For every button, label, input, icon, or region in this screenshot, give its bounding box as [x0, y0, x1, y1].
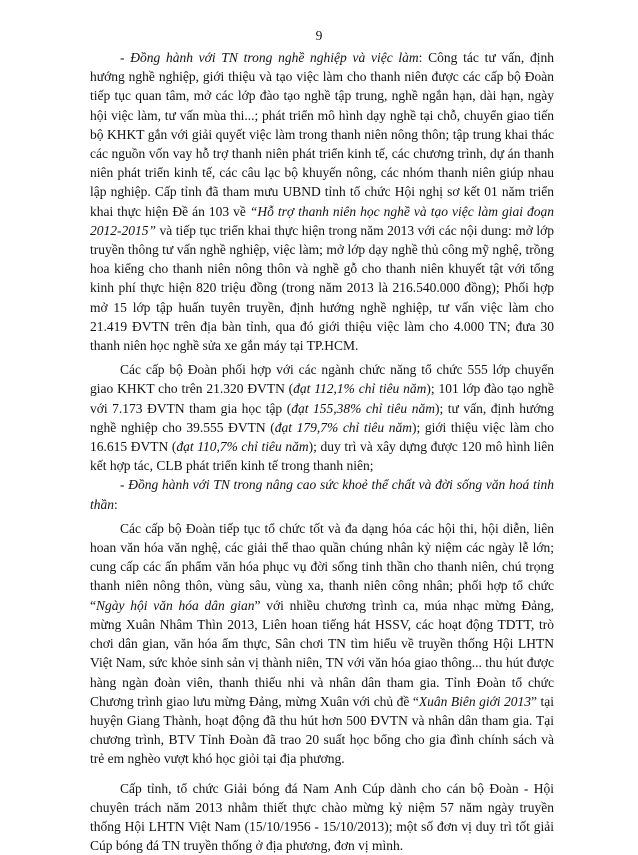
section-heading-career: - Đồng hành với TN trong nghề nghiệp và việc làm [120, 50, 419, 65]
paragraph-football-cup: Cấp tỉnh, tổ chức Giải bóng đá Nam Anh Cúp dành cho cán bộ Đoàn - Hội chuyên trách năm 2013 nhằm thiết thực chào mừng kỷ niệm 57 năm ngày truyền thống Hội LHTN Việt Nam (15/10/1956 - 15/10/2013); một số đơn vị duy trì tốt giải Cúp bóng đá TN truyền thống ở địa phương, đơn vị mình. [90, 780, 554, 854]
page-number: 9 [315, 28, 323, 43]
target-percent: đạt 155,38% chỉ tiêu năm [291, 400, 435, 416]
paragraph-cultural-activities: Các cấp bộ Đoàn tiếp tục tổ chức tốt và đa dạng hóa các hội thi, hội diễn, liên hoan văn hóa văn nghệ, các giải thể thao quần chúng nhân kỷ niệm các ngày lễ lớn; cung cấp các ấn phẩm văn hóa phục vụ đời sống tinh thần cho thanh niên, chú trọng thanh niên nông thôn, vùng sâu, vùng xa, thanh niên công nhân; phối hợp tổ chức “Ngày hội văn hóa dân gian” với nhiều chương trình ca, múa nhạc mừng Đảng, mừng Xuân Nhâm Thìn 2013, Liên hoan tiếng hát HSSV, các hoạt động TDTT, trò chơi dân gian, văn hóa ẩm thực, Sân chơi TN tìm hiểu về truyền thống Hội LHTN Việt Nam, sức khỏe sinh sản vị thành niên, TN với văn hóa giao thông... thu hút được hàng ngàn đoàn viên, thanh thiếu nhi và nhân dân tham gia. Tỉnh Đoàn tổ chức Chương trình giao lưu mừng Đảng, mừng Xuân với chủ đề “Xuân Biên giới 2013” tại huyện Giang Thành, hoạt động đã thu hút hơn 500 ĐVTN và nhân dân tham gia. Tại chương trình, BTV Tỉnh Đoàn đã trao 20 suất học bổng cho gia đình chính sách và trẻ em nghèo vượt khó học giỏi tại địa phương. [90, 520, 554, 767]
project-title: “Hỗ trợ thanh niên học nghề và tạo việc làm giai đoạn 2012-2015” [90, 203, 554, 238]
target-percent: đạt 112,1% chỉ tiêu năm [293, 381, 427, 397]
event-name: Xuân Biên giới 2013 [418, 693, 531, 709]
event-name: Ngày hội văn hóa dân gian [96, 597, 255, 613]
document-body [90, 48, 554, 855]
target-percent: đạt 179,7% chỉ tiêu năm [274, 419, 413, 435]
paragraph-health-culture-heading: - Đồng hành với TN trong nâng cao sức khoẻ thể chất và đời sống văn hoá tinh thần: [90, 477, 554, 512]
paragraph-training-results: Các cấp bộ Đoàn phối hợp với các ngành chức năng tổ chức 555 lớp chuyển giao KHKT cho trên 21.320 ĐVTN (đạt 112,1% chỉ tiêu năm); 101 lớp đào tạo nghề với 7.173 ĐVTN tham gia học tập (đạt 155,38% chỉ tiêu năm); tư vấn, định hướng nghề nghiệp cho 39.555 ĐVTN (đạt 179,7% chỉ tiêu năm); giới thiệu việc làm cho 16.615 ĐVTN (đạt 110,7% chỉ tiêu năm); duy trì và xây dựng được 120 mô hình liên kết hợp tác, CLB phát triển kinh tế trong thanh niên; [90, 362, 554, 474]
target-percent: đạt 110,7% chỉ tiêu năm [176, 439, 309, 455]
paragraph-career-support: - Đồng hành với TN trong nghề nghiệp và việc làm: Công tác tư vấn, định hướng nghề nghiệp, giới thiệu và tạo việc làm cho thanh niên được các cấp bộ Đoàn tiếp tục quan tâm, mở các lớp đào tạo nghề tập trung, nghề ngắn hạn, dài hạn, ngày hội việc làm, tư vấn mùa thi...; phát triển mô hình dạy nghề tại chỗ, chuyển giao tiến bộ KHKT gắn với giải quyết việc làm trong thanh niên nông thôn; tập trung khai thác các nguồn vốn vay hỗ trợ thanh niên phát triển kinh tế, các chương trình, dự án thanh niên phát triển kinh tế, các câu lạc bộ khuyến nông, các nhóm thanh niên giúp nhau lập nghiệp. Cấp tỉnh đã tham mưu UBND tỉnh tổ chức Hội nghị sơ kết 01 năm triển khai thực hiện Đề án 103 về “Hỗ trợ thanh niên học nghề và tạo việc làm giai đoạn 2012-2015” và tiếp tục triển khai thực hiện trong năm 2013 với các nội dung: mở lớp truyền thông tư vấn nghề nghiệp, việc làm; mở lớp dạy nghề thủ công mỹ nghệ, trồng hoa kiểng cho thanh niên nông thôn và nghề gỗ cho thanh niên khuyết tật với tổng kinh phí thực hiện 820 triệu đồng (trong năm 2013 là 216.540.000 đồng); Phối hợp mở 15 lớp tập huấn tuyên truyền, định hướng nghề nghiệp, tư vấn việc làm cho 21.419 ĐVTN trên địa bàn tỉnh, qua đó giới thiệu việc làm cho 4.000 TN; đưa 30 thanh niên học nghề sửa xe gắn máy tại TP.HCM. [90, 50, 554, 354]
section-heading-health: - Đồng hành với TN trong nâng cao sức khoẻ thể chất và đời sống văn hoá tinh thần [90, 477, 554, 512]
